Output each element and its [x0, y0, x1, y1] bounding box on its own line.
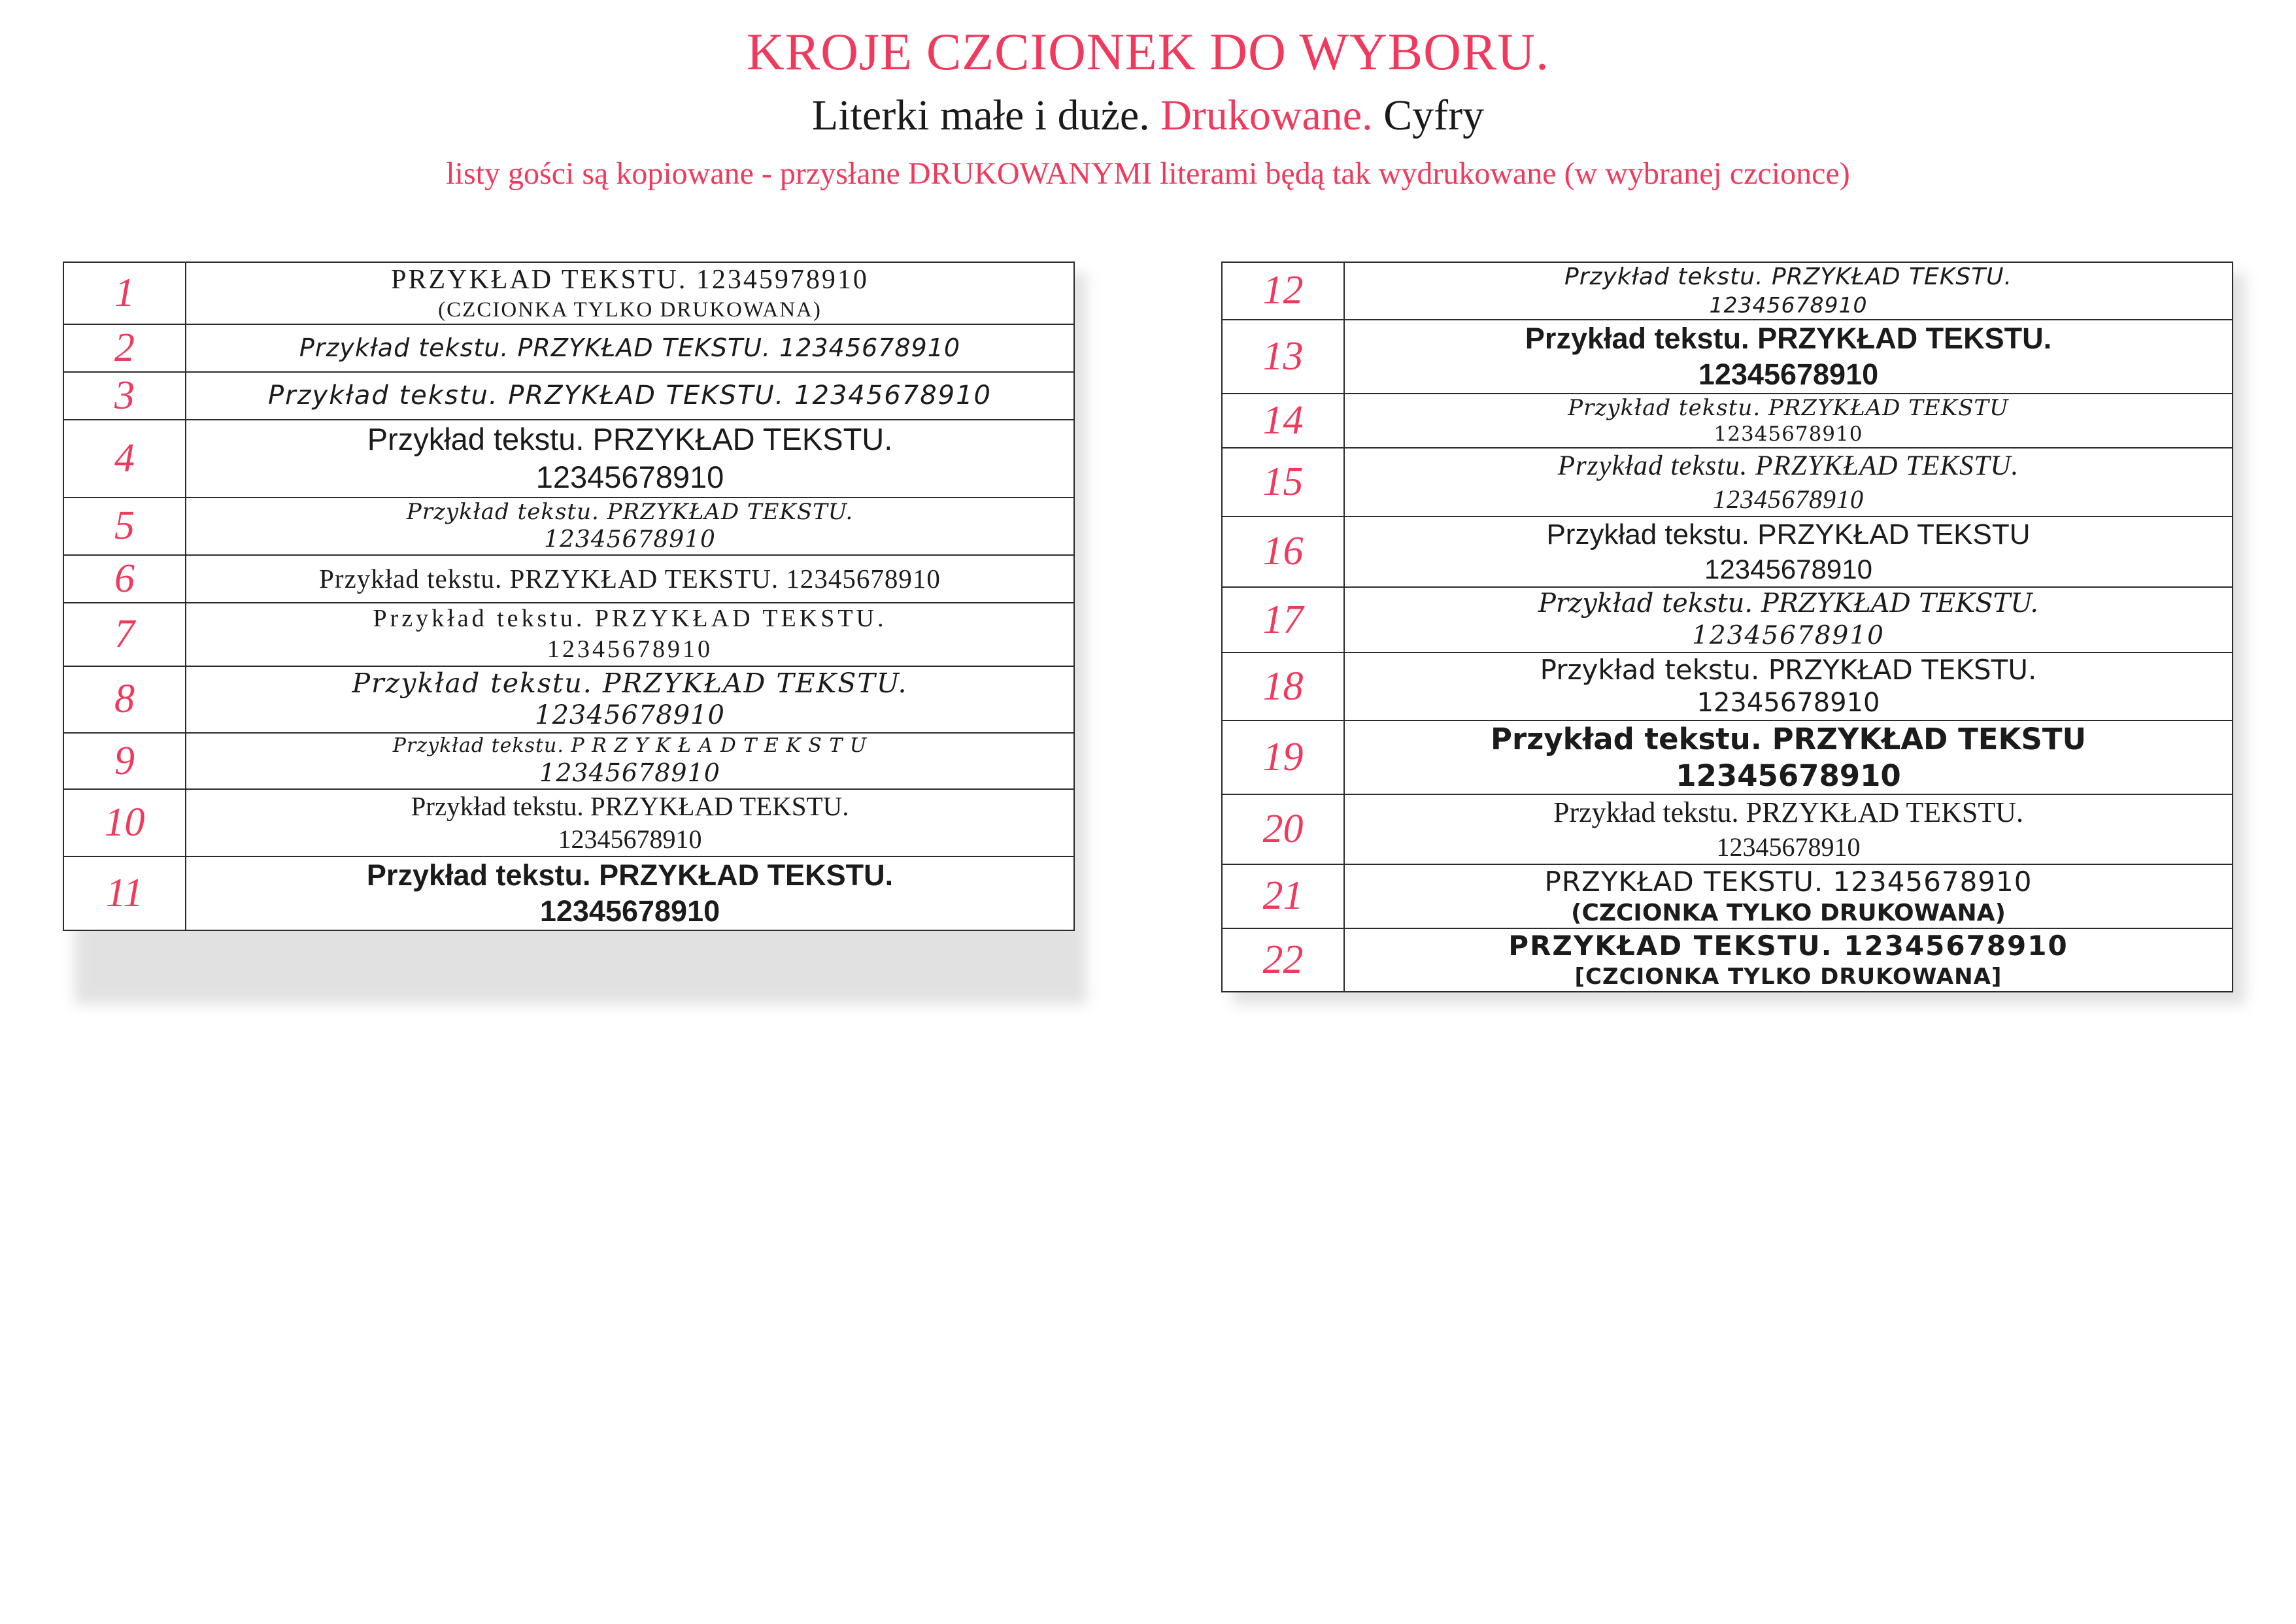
sample-line-1: Przykład tekstu. PRZYKŁAD TEKSTU.	[1540, 654, 2037, 686]
row-number: 18	[1222, 652, 1344, 720]
font-sample[interactable]	[186, 372, 1074, 420]
sample-line-2: 12345678910	[1716, 832, 1861, 862]
sample-line-1: Przykład tekstu. PRZYKŁAD TEKSTU.	[1557, 450, 2019, 481]
row-number: 5	[63, 498, 186, 556]
font-sample[interactable]	[186, 555, 1074, 603]
sample-line-2: 12345678910	[1709, 292, 1868, 318]
sample-line-2: 12345678910	[1676, 758, 1901, 793]
sample-line-2: 12345678910	[547, 635, 713, 664]
sample-line-1: Przykład tekstu. PRZYKŁAD TEKSTU.	[366, 858, 894, 892]
font-sample[interactable]	[1344, 864, 2233, 929]
left-table-wrapper	[63, 262, 1075, 992]
sample-line-2: 12345678910	[539, 758, 720, 788]
font-sample[interactable]	[186, 789, 1074, 856]
row-number: 13	[1222, 320, 1344, 394]
row-number: 17	[1222, 587, 1344, 652]
table-row[interactable]	[63, 789, 1074, 856]
font-sample[interactable]	[1344, 652, 2233, 720]
sample-line-2: 12345678910	[1698, 358, 1879, 392]
font-sample[interactable]	[1344, 720, 2233, 795]
sample-line-2: 12345678910	[1692, 620, 1885, 651]
font-sample[interactable]	[1344, 794, 2233, 864]
row-number: 10	[63, 789, 186, 856]
sample-line-2: 12345678910	[544, 526, 716, 553]
sample-line-1: PRZYKŁAD TEKSTU. 12345678910	[1508, 930, 2068, 962]
sample-line-1: Przykład tekstu. PRZYKŁAD TEKSTU. 12345678910	[299, 333, 961, 362]
row-number: 19	[1222, 720, 1344, 795]
row-number: 11	[63, 856, 186, 931]
sample-line-2: 12345678910	[1714, 422, 1863, 447]
sample-line-1: Przykład tekstu. PRZYKŁAD TEKSTU.	[411, 791, 849, 822]
row-number: 1	[63, 262, 186, 324]
row-number: 3	[63, 372, 186, 420]
font-sample[interactable]	[186, 603, 1074, 666]
sample-line-2: 12345678910	[535, 700, 725, 731]
right-table-wrapper	[1221, 262, 2233, 992]
font-sample[interactable]	[1344, 448, 2233, 516]
sample-line-2: 12345678910	[535, 460, 724, 495]
table-row[interactable]	[63, 324, 1074, 372]
sample-line-1: Przykład tekstu. PRZYKŁAD TEKSTU.	[1553, 796, 2024, 829]
sample-line-1: Przykład tekstu. PRZYKŁAD TEKSTU. 12345678910	[267, 380, 992, 411]
subtitle-highlight: Drukowane.	[1160, 92, 1373, 139]
table-row[interactable]	[63, 262, 1074, 324]
font-table-right	[1221, 262, 2233, 992]
font-sample[interactable]	[1344, 928, 2233, 991]
table-row[interactable]	[1222, 587, 2233, 652]
row-number: 15	[1222, 448, 1344, 516]
font-sample[interactable]	[1344, 516, 2233, 588]
row-number: 4	[63, 420, 186, 498]
font-sample[interactable]	[1344, 262, 2233, 320]
sample-line-2: (CZCIONKA TYLKO DRUKOWANA)	[438, 298, 822, 322]
sample-line-2: 12345678910	[1704, 554, 1872, 585]
table-row[interactable]	[1222, 394, 2233, 448]
font-sample[interactable]	[186, 420, 1074, 498]
table-row[interactable]	[1222, 720, 2233, 795]
font-sample[interactable]	[1344, 394, 2233, 448]
table-row[interactable]	[63, 498, 1074, 556]
sample-line-1: Przykład tekstu. PRZYKŁAD TEKSTU	[1490, 721, 2087, 756]
sample-line-2: 12345678910	[558, 824, 702, 854]
sample-line-1: Przykład tekstu. PRZYKŁAD TEKSTU. 12345678910	[319, 564, 941, 594]
row-number: 21	[1222, 864, 1344, 929]
row-number: 14	[1222, 394, 1344, 448]
table-row[interactable]	[63, 856, 1074, 931]
page-title: KROJE CZCIONEK DO WYBORU.	[747, 24, 1549, 81]
table-row[interactable]	[1222, 928, 2233, 991]
font-sample[interactable]	[186, 324, 1074, 372]
table-row[interactable]	[63, 733, 1074, 789]
table-row[interactable]	[63, 603, 1074, 666]
tables-container	[0, 262, 2296, 992]
font-table-left	[63, 262, 1075, 931]
sample-line-1: PRZYKŁAD TEKSTU. 12345978910	[391, 265, 869, 295]
row-number: 6	[63, 555, 186, 603]
subtitle-part-one: Literki małe i duże.	[811, 92, 1161, 139]
font-sample[interactable]	[186, 856, 1074, 931]
font-sample[interactable]	[1344, 587, 2233, 652]
table-row[interactable]	[1222, 652, 2233, 720]
row-number: 9	[63, 733, 186, 789]
font-sample[interactable]	[186, 733, 1074, 789]
font-sample[interactable]	[186, 498, 1074, 556]
page-header	[0, 0, 2296, 192]
table-row[interactable]	[1222, 320, 2233, 394]
table-row[interactable]	[1222, 262, 2233, 320]
sample-line-1: Przykład tekstu. PRZYKŁAD TEKSTU	[1546, 518, 2031, 550]
sample-line-1: PRZYKŁAD TEKSTU. 12345678910	[1544, 865, 2033, 898]
sample-line-1: Przykład tekstu. PRZYKŁAD TEKSTU.	[352, 667, 908, 699]
table-row[interactable]	[63, 666, 1074, 733]
row-number: 12	[1222, 262, 1344, 320]
table-row[interactable]	[1222, 864, 2233, 929]
page-note: listy gości są kopiowane - przysłane DRUKOWANYMI literami będą tak wydrukowane (w wybranej czcionce)	[446, 156, 1850, 191]
table-row[interactable]	[1222, 516, 2233, 588]
row-number: 16	[1222, 516, 1344, 588]
row-number: 22	[1222, 928, 1344, 991]
table-row[interactable]	[63, 420, 1074, 498]
sample-line-1: Przykład tekstu. P R Z Y K Ł A D T E K S T U	[392, 734, 868, 757]
row-number: 7	[63, 603, 186, 666]
sample-line-2: 12345678910	[1697, 688, 1880, 719]
table-row[interactable]	[63, 372, 1074, 420]
sample-line-2: 12345678910	[1713, 484, 1864, 515]
sample-line-1: Przykład tekstu. PRZYKŁAD TEKSTU.	[373, 605, 887, 633]
table-row[interactable]	[63, 555, 1074, 603]
sample-line-1: Przykład tekstu. PRZYKŁAD TEKSTU.	[1525, 321, 2052, 355]
table-row[interactable]	[1222, 794, 2233, 864]
sample-line-2: (CZCIONKA TYLKO DRUKOWANA)	[1571, 899, 2006, 926]
row-number: 2	[63, 324, 186, 372]
row-number: 20	[1222, 794, 1344, 864]
sample-line-1: Przykład tekstu. PRZYKŁAD TEKSTU.	[1564, 263, 2012, 290]
subtitle-part-two: Cyfry	[1372, 92, 1485, 139]
page-subtitle	[0, 89, 2296, 143]
row-number: 8	[63, 666, 186, 733]
sample-line-2: [CZCIONKA TYLKO DRUKOWANA]	[1574, 964, 2002, 990]
font-sample[interactable]	[186, 262, 1074, 324]
sample-line-1: Przykład tekstu. PRZYKŁAD TEKSTU.	[367, 421, 893, 456]
sample-line-1: Przykład tekstu. PRZYKŁAD TEKSTU.	[406, 498, 854, 525]
table-row[interactable]	[1222, 448, 2233, 516]
sample-line-2: 12345678910	[539, 894, 720, 928]
sample-line-1: Przykład tekstu. PRZYKŁAD TEKSTU	[1568, 395, 2009, 422]
sample-line-1: Przykład tekstu. PRZYKŁAD TEKSTU.	[1538, 588, 2038, 619]
font-sample[interactable]	[1344, 320, 2233, 394]
font-sample[interactable]	[186, 666, 1074, 733]
